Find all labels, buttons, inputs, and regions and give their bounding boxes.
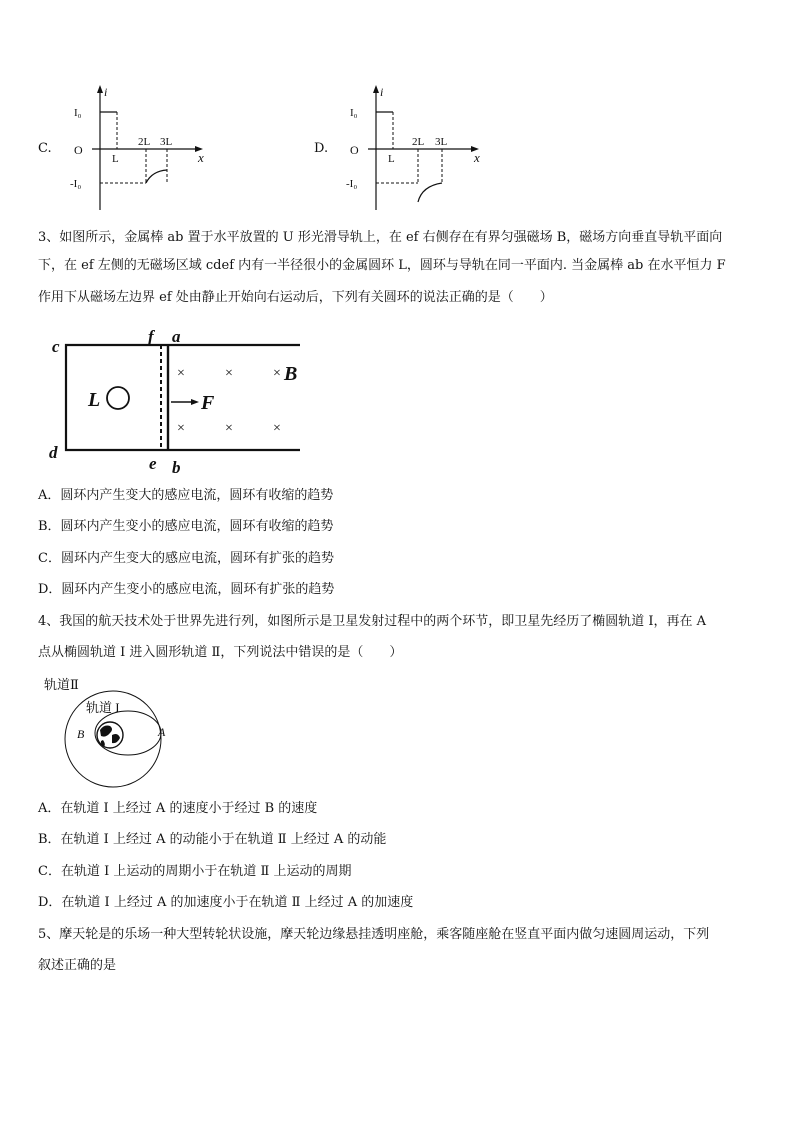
field-cross: × — [273, 421, 281, 436]
q3-option-d[interactable]: D．圆环内产生变小的感应电流，圆环有扩张的趋势 — [38, 582, 335, 597]
label-d: d — [49, 443, 58, 462]
x-axis-label: x — [474, 150, 480, 165]
label-point-A: A — [158, 725, 166, 739]
q3-stem-line1: 3、如图所示，金属棒 ab 置于水平放置的 U 形光滑导轨上，在 ef 右侧存在有界匀强磁场 B，磁场方向垂直导轨平面向 — [38, 230, 723, 245]
figure-orbits — [40, 672, 180, 794]
label-orbit-2: 轨道Ⅱ — [44, 677, 79, 692]
label-force-F: F — [201, 392, 215, 414]
q4-option-d[interactable]: D．在轨道 I 上经过 A 的加速度小于在轨道 Ⅱ 上经过 A 的加速度 — [38, 895, 414, 910]
force-arrowhead — [191, 399, 199, 405]
tick-2L-label: 2L — [138, 136, 151, 148]
q3-stem-line2: 下，在 ef 左侧的无磁场区域 cdef 内有一半径很小的金属圆环 L，圆环与导轨在同一平面内. 当金属棒 ab 在水平恒力 F — [38, 258, 726, 273]
i-axis-arrow — [97, 85, 103, 93]
neg-i0-label: -I₀ — [70, 178, 82, 190]
figure-rail-circuit — [44, 324, 306, 476]
i-axis-label: i — [104, 85, 108, 99]
i-axis-label: i — [380, 85, 384, 99]
origin-label: O — [74, 143, 83, 157]
q3-option-c[interactable]: C．圆环内产生变大的感应电流，圆环有扩张的趋势 — [38, 551, 334, 566]
tick-3L-label: 3L — [435, 136, 448, 148]
x-axis-label: x — [198, 150, 204, 165]
label-a: a — [172, 327, 181, 346]
field-cross: × — [225, 421, 233, 436]
origin-label: O — [350, 143, 359, 157]
field-cross: × — [225, 366, 233, 381]
q4-option-b[interactable]: B．在轨道 I 上经过 A 的动能小于在轨道 Ⅱ 上经过 A 的动能 — [38, 832, 387, 847]
graph-option-d — [336, 82, 486, 214]
q4-stem-line2: 点从椭圆轨道 I 进入圆形轨道 Ⅱ，下列说法中错误的是（ ） — [38, 645, 403, 660]
i0-label: I₀ — [74, 107, 82, 119]
i0-label: I₀ — [350, 107, 358, 119]
q4-option-a[interactable]: A．在轨道 I 上经过 A 的速度小于经过 B 的速度 — [38, 801, 318, 816]
q4-stem-line1: 4、我国的航天技术处于世界先进行列，如图所示是卫星发射过程中的两个环节，即卫星先经历了椭圆轨道 I，再在 A — [38, 614, 707, 629]
tick-2L-label: 2L — [412, 136, 425, 148]
label-b: b — [172, 458, 181, 476]
field-cross: × — [177, 421, 185, 436]
tick-L-label: L — [388, 153, 395, 165]
label-field-B: B — [284, 363, 298, 385]
current-curve — [418, 183, 442, 202]
label-ring-L: L — [88, 389, 101, 411]
option-d-letter: D. — [314, 141, 329, 156]
option-c-letter: C. — [38, 141, 52, 156]
metal-ring — [107, 387, 129, 409]
label-e: e — [149, 454, 157, 473]
label-f: f — [148, 327, 154, 346]
q4-option-c[interactable]: C．在轨道 I 上运动的周期小于在轨道 Ⅱ 上运动的周期 — [38, 864, 352, 879]
tick-3L-label: 3L — [160, 136, 173, 148]
tick-L-label: L — [112, 153, 119, 165]
i-axis-arrow — [373, 85, 379, 93]
graph-option-c — [60, 82, 210, 214]
q5-stem-line1: 5、摩天轮是的乐场一种大型转轮状设施，摩天轮边缘悬挂透明座舱，乘客随座舱在竖直平面内做匀速圆周运动，下列 — [38, 927, 710, 942]
label-point-B: B — [77, 727, 85, 741]
current-curve — [146, 170, 167, 183]
label-orbit-1: 轨道 I — [86, 700, 120, 715]
q5-stem-line2: 叙述正确的是 — [38, 958, 117, 973]
q3-option-a[interactable]: A．圆环内产生变大的感应电流，圆环有收缩的趋势 — [38, 488, 334, 503]
field-cross: × — [177, 366, 185, 381]
label-c: c — [52, 337, 60, 356]
field-cross: × — [273, 366, 281, 381]
q3-stem-line3: 作用下从磁场左边界 ef 处由静止开始向右运动后，下列有关圆环的说法正确的是（ ） — [38, 290, 553, 305]
q3-option-b[interactable]: B．圆环内产生变小的感应电流，圆环有收缩的趋势 — [38, 519, 334, 534]
neg-i0-label: -I₀ — [346, 178, 358, 190]
